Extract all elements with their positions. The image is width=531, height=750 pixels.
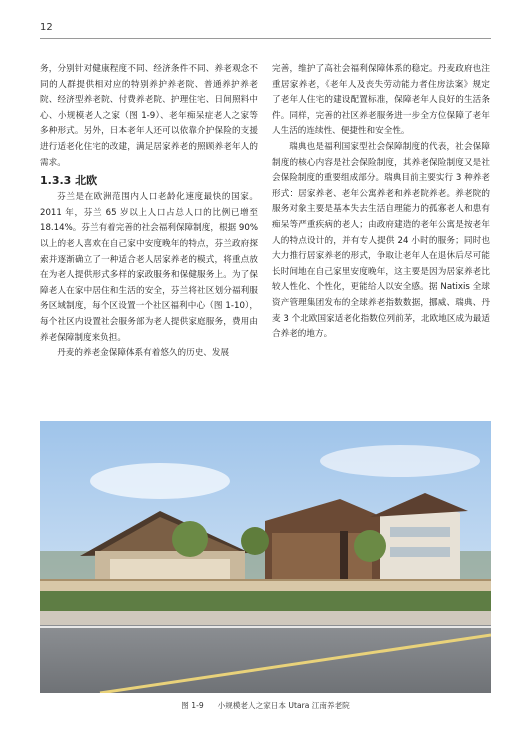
left-paragraph-1: 务，分别针对健康程度不同、经济条件不同、养老观念不同的人群提供相对应的特别养护养老院、普通养护养老院、经济型养老院、付费养老院、护理住宅、日间照料中心、小规模老人之家（图 1-9）、老年痴呆症老人之家等多种形式。另外，日本老年人还可以依靠介护保险的支援进行适老化住宅的改建，满足居家养老的照顾养老年人的需求。	[40, 64, 258, 168]
left-paragraph-denmark: 丹麦的养老金保障体系有着悠久的历史、发展	[57, 348, 230, 359]
section-heading-nordic: 1.3.3 北欧	[40, 174, 98, 188]
figure-caption	[40, 700, 491, 711]
right-paragraph-sweden: 瑞典也是福利国家型社会保障制度的代表，社会保障制度的核心内容是社会保险制度，其养老保险制度又是社会保险制度的重要组成部分。瑞典目前主要实行 3 种养老形式：居家养老、老年公寓养老和养老院养老。养老院的服务对象主要是基本失去生活自理能力的孤寡老人和患有痴呆等严重疾病的老人；由政府建造的老年公寓是按老年人的特点设计的，并有专人提供 24 小时的服务；同时也大力推行居家养老的形式，争取让老年人在退休后尽可能长时间地在自己家里安度晚年，这主要是因为居家养老比较人性化、个性化，更能给人以安全感。据 Natixis 全球资产管理集团发布的全球养老指数数据，挪威、瑞典、丹麦 3 个北欧国家适老化指数位列前茅，北欧地区成为最适合养老的地方。	[272, 141, 490, 340]
right-paragraph-1: 完善，维护了高社会福利保障体系的稳定。丹麦政府也注重居家养老，《老年人及丧失劳动能力者住房法案》规定了老年人住宅的建设配置标准，保障老年人良好的生活条件。同样，完善的社区养老服务进一步全方位保障了老年人生活的连续性、便捷性和安全性。	[272, 64, 490, 137]
left-column	[40, 62, 258, 362]
page-number: 12	[40, 22, 53, 33]
nursing-home-photo	[40, 421, 491, 693]
left-paragraph-finland: 芬兰是在欧洲范围内人口老龄化速度最快的国家。2011 年，芬兰 65 岁以上人口占总人口的比例已增至 18.14%。芬兰有着完善的社会福利保障制度，根据 90% 以上的老人喜欢在自己家中安度晚年的特点，芬兰政府探索并逐渐确立了一种适合老人居家养老的模式，将重点放在为老人提供形式多样的家政服务和保健服务上。为了保障老人在家中居住和生活的安全，芬兰将社区划分福利服务区域制度，每个区设置一个社区福利中心（图 1-10），每个社区内设置社会服务部为老人提供家庭服务，费用由养老保障制度来负担。	[40, 192, 258, 343]
header-rule	[40, 38, 491, 39]
right-column	[272, 62, 490, 343]
figure-caption-text: 小规模老人之家日本 Utara 江南养老院	[217, 701, 350, 710]
figure-number: 图 1-9	[181, 701, 204, 710]
